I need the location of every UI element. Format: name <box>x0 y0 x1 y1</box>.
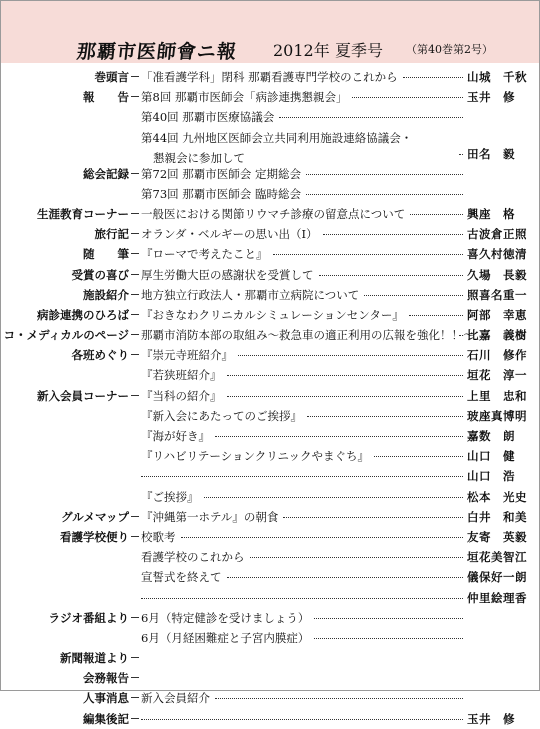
toc-title-text: 『崇元寺班紹介』 <box>141 348 236 362</box>
toc-author: 比嘉 義樹 <box>467 328 527 343</box>
toc-author: 興座 格 <box>467 206 515 221</box>
leader-dots <box>279 117 463 118</box>
toc-entry[interactable] <box>1 406 539 426</box>
toc-author: 儀保好一朗 <box>467 570 527 585</box>
toc-entry[interactable] <box>1 507 539 527</box>
toc-author: 玉井 修 <box>467 90 515 105</box>
toc-entry[interactable] <box>1 426 539 446</box>
toc-title-text: 「准看護学科」閉科 那覇看護専門学校のこれから <box>141 70 401 84</box>
toc-title <box>141 325 475 345</box>
toc-title-text: 『当科の紹介』 <box>141 389 225 403</box>
leader-dots <box>238 355 463 356</box>
category-dash <box>131 697 139 698</box>
leader-dots <box>306 194 463 195</box>
toc-category: 生涯教育コーナー <box>37 206 129 221</box>
toc-entry[interactable] <box>1 547 539 567</box>
category-dash <box>131 274 139 275</box>
toc-entry[interactable] <box>1 527 539 547</box>
toc-entry[interactable] <box>1 305 539 325</box>
category-dash <box>131 334 139 335</box>
toc-entry[interactable] <box>1 67 539 87</box>
table-of-contents <box>1 67 539 729</box>
toc-author: 山口 健 <box>467 449 515 464</box>
category-dash <box>131 718 139 719</box>
toc-author: 仲里絵理香 <box>467 590 527 605</box>
toc-category: 随 筆 <box>83 247 129 262</box>
toc-title-text: 『沖縄第一ホテル』の朝食 <box>141 510 281 524</box>
toc-title-text: 『ご挨拶』 <box>141 490 202 504</box>
toc-category: 各班めぐり <box>71 348 129 363</box>
leader-dots <box>323 234 463 235</box>
toc-category: 人事消息 <box>83 691 129 706</box>
toc-entry[interactable] <box>1 325 539 345</box>
leader-dots <box>314 638 463 639</box>
leader-dots <box>459 335 463 336</box>
leader-dots <box>352 97 463 98</box>
toc-category: 施設紹介 <box>83 287 129 302</box>
leader-dots <box>250 557 464 558</box>
toc-title <box>141 128 461 168</box>
leader-dots <box>409 315 463 316</box>
leader-dots <box>227 375 464 376</box>
toc-author: 照喜名重一 <box>467 287 527 302</box>
toc-entry[interactable] <box>1 386 539 406</box>
toc-title-text: 第40回 那覇市医療協議会 <box>141 110 277 124</box>
journal-masthead: 那覇市医師會ニ報 <box>75 41 239 63</box>
toc-entry[interactable] <box>1 668 539 688</box>
toc-category: コ・メディカルのページ <box>3 328 129 343</box>
toc-title-text: 新入会員紹介 <box>141 691 213 705</box>
toc-author: 石川 修作 <box>467 348 527 363</box>
leader-dots <box>364 295 463 296</box>
toc-entry[interactable] <box>1 224 539 244</box>
toc-title-text: 第44回 九州地区医師会立共同利用施設連絡協議会・ <box>141 131 415 145</box>
leader-dots <box>459 154 463 155</box>
toc-title-text: 『海が好き』 <box>141 429 213 443</box>
toc-entry[interactable] <box>1 466 539 486</box>
toc-entry[interactable] <box>1 107 539 127</box>
toc-entry[interactable] <box>1 345 539 365</box>
category-dash <box>131 96 139 97</box>
toc-entry[interactable] <box>1 204 539 224</box>
toc-title-text <box>141 651 144 665</box>
toc-entry[interactable] <box>1 285 539 305</box>
category-dash <box>131 314 139 315</box>
toc-author: 垣花 淳一 <box>467 368 527 383</box>
toc-author: 田名 毅 <box>467 146 515 161</box>
leader-dots <box>306 174 463 175</box>
toc-entry[interactable] <box>1 709 539 729</box>
leader-dots <box>374 456 463 457</box>
issue-season: 夏季号 <box>335 41 384 60</box>
toc-title-text: 厚生労働大臣の感謝状を受賞して <box>141 268 317 282</box>
toc-title-text: 『新入会にあたってのご挨拶』 <box>141 409 305 423</box>
category-dash <box>131 677 139 678</box>
category-dash <box>131 253 139 254</box>
toc-title-text <box>141 671 144 685</box>
category-dash <box>131 294 139 295</box>
toc-author: 友寄 英毅 <box>467 529 527 544</box>
toc-author: 喜久村徳清 <box>467 247 527 262</box>
toc-title-text: 看護学校のこれから <box>141 550 248 564</box>
toc-title <box>141 668 461 688</box>
toc-title-text: 第73回 那覇市医師会 臨時総会 <box>141 187 304 201</box>
toc-entry[interactable] <box>1 608 539 628</box>
category-dash <box>131 395 139 396</box>
leader-dots <box>204 497 464 498</box>
toc-category: 会務報告 <box>83 671 129 686</box>
toc-category: 編集後記 <box>83 711 129 726</box>
toc-title-text: 6月（特定健診を受けましょう） <box>141 611 312 625</box>
toc-title-text: 那覇市消防本部の取組み～救急車の適正利用の広報を強化！！～ <box>141 328 478 342</box>
toc-author: 玉井 修 <box>467 711 515 726</box>
toc-title-text: 校歌考 <box>141 530 179 544</box>
toc-entry[interactable] <box>1 184 539 204</box>
toc-entry[interactable] <box>1 244 539 264</box>
toc-title-text: 『若狭班紹介』 <box>141 368 225 382</box>
toc-entry[interactable] <box>1 265 539 285</box>
toc-title-text: 一般医における関節リウマチ診療の留意点について <box>141 207 408 221</box>
toc-entry[interactable] <box>1 164 539 184</box>
toc-author: 松本 光史 <box>467 489 527 504</box>
toc-entry[interactable] <box>1 487 539 507</box>
leader-dots <box>181 537 464 538</box>
toc-title-text: 第8回 那覇市医師会「病診連携懇親会」 <box>141 90 350 104</box>
toc-title-text: 宣誓式を終えて <box>141 570 225 584</box>
leader-dots <box>307 416 463 417</box>
toc-category: 病診連携のひろば <box>37 307 129 322</box>
category-dash <box>131 213 139 214</box>
toc-entry[interactable] <box>1 128 539 164</box>
category-dash <box>131 516 139 517</box>
toc-entry[interactable] <box>1 648 539 668</box>
toc-entry[interactable] <box>1 588 539 608</box>
toc-title-text: 第72回 那覇市医師会 定期総会 <box>141 167 304 181</box>
masthead-banner <box>1 1 539 63</box>
leader-dots <box>141 476 463 477</box>
toc-title-text: 地方独立行政法人・那覇市立病院について <box>141 288 362 302</box>
category-dash <box>131 233 139 234</box>
toc-title-text: 『ローマで考えたこと』 <box>141 247 271 261</box>
toc-author: 玻座真博明 <box>467 408 527 423</box>
toc-category: ラジオ番組より <box>48 610 129 625</box>
leader-dots <box>403 77 463 78</box>
category-dash <box>131 617 139 618</box>
toc-title-text: オランダ・ベルギーの思い出（Ⅰ） <box>141 227 321 241</box>
leader-dots <box>410 214 463 215</box>
leader-dots <box>227 577 464 578</box>
toc-title-text: 『リハビリテーションクリニックやまぐち』 <box>141 449 372 463</box>
toc-category: 新入会員コーナー <box>37 388 129 403</box>
category-dash <box>131 536 139 537</box>
toc-category: 報 告 <box>83 90 129 105</box>
toc-entry[interactable] <box>1 87 539 107</box>
toc-entry[interactable] <box>1 446 539 466</box>
toc-author: 山口 浩 <box>467 469 515 484</box>
toc-title <box>141 648 461 668</box>
toc-title-text: 6月（月経困難症と子宮内膜症） <box>141 631 312 645</box>
toc-author: 白井 和美 <box>467 509 527 524</box>
toc-author: 山城 千秋 <box>467 70 527 84</box>
toc-title-text: 『おきなわクリニカルシミュレーションセンター』 <box>141 308 407 322</box>
category-dash <box>131 173 139 174</box>
leader-dots <box>314 618 463 619</box>
toc-category: 受賞の喜び <box>71 267 129 282</box>
toc-category: 総会記録 <box>83 166 129 181</box>
issue-year: 2012年 <box>273 41 330 60</box>
toc-entry[interactable] <box>1 688 539 708</box>
leader-dots <box>319 275 464 276</box>
toc-author: 古波倉正照 <box>467 227 527 242</box>
toc-category: 看護学校便り <box>60 529 129 544</box>
issue-volume: （第40巻第2号） <box>406 43 493 56</box>
toc-title-line2: 懇親会に参加して <box>153 150 245 165</box>
toc-author: 上里 忠和 <box>467 388 527 403</box>
leader-dots <box>215 436 463 437</box>
leader-dots <box>283 517 463 518</box>
toc-author: 垣花美智江 <box>467 550 527 565</box>
leader-dots <box>141 598 463 599</box>
toc-category: 旅行記 <box>94 227 129 242</box>
leader-dots <box>141 719 463 720</box>
leader-dots <box>215 698 463 699</box>
leader-dots <box>273 254 464 255</box>
category-dash <box>131 354 139 355</box>
toc-category: 巻頭言 <box>94 70 129 84</box>
toc-author: 阿部 幸恵 <box>467 307 527 322</box>
toc-entry[interactable] <box>1 567 539 587</box>
toc-category: 新聞報道より <box>60 651 129 666</box>
toc-author: 久場 長毅 <box>467 267 527 282</box>
category-dash <box>131 657 139 658</box>
toc-author: 嘉数 朗 <box>467 429 515 443</box>
category-dash <box>131 76 139 77</box>
leader-dots <box>227 396 464 397</box>
toc-entry[interactable] <box>1 628 539 648</box>
toc-entry[interactable] <box>1 365 539 385</box>
toc-category: グルメマップ <box>61 509 129 524</box>
